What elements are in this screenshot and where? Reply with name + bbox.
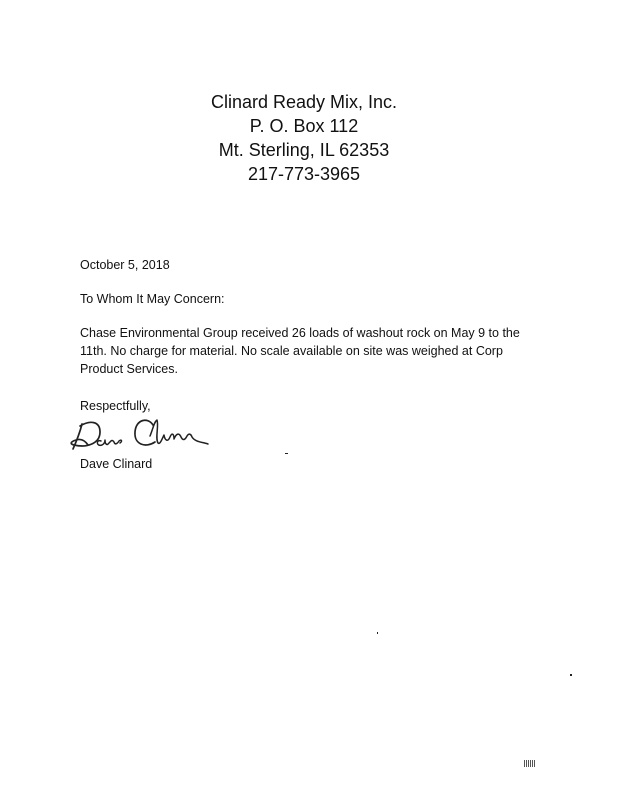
scan-speck xyxy=(377,632,378,634)
letter-salutation: To Whom It May Concern: xyxy=(80,292,225,306)
company-phone: 217-773-3965 xyxy=(247,164,361,184)
signature-stroke-d xyxy=(71,422,100,449)
company-city: Mt. Sterling, IL 62353 xyxy=(218,140,390,160)
scan-speck xyxy=(285,453,288,454)
letterhead xyxy=(0,90,608,186)
signature-stroke-ave xyxy=(97,440,121,445)
company-name: Clinard Ready Mix, Inc. xyxy=(210,92,398,112)
letter-closing: Respectfully, xyxy=(80,399,151,413)
scan-speck xyxy=(570,674,572,676)
signature-stroke-linard xyxy=(150,420,208,444)
letter-date: October 5, 2018 xyxy=(80,258,170,272)
company-address: P. O. Box 112 xyxy=(249,116,359,136)
scan-artifact xyxy=(524,760,536,767)
handwritten-signature xyxy=(62,414,212,456)
letter-body: Chase Environmental Group received 26 loads of washout rock on May 9 to the 11th. No charge for material. No scale available on site was weighed at Corp Product Services. xyxy=(80,326,520,376)
signer-name: Dave Clinard xyxy=(80,457,153,471)
